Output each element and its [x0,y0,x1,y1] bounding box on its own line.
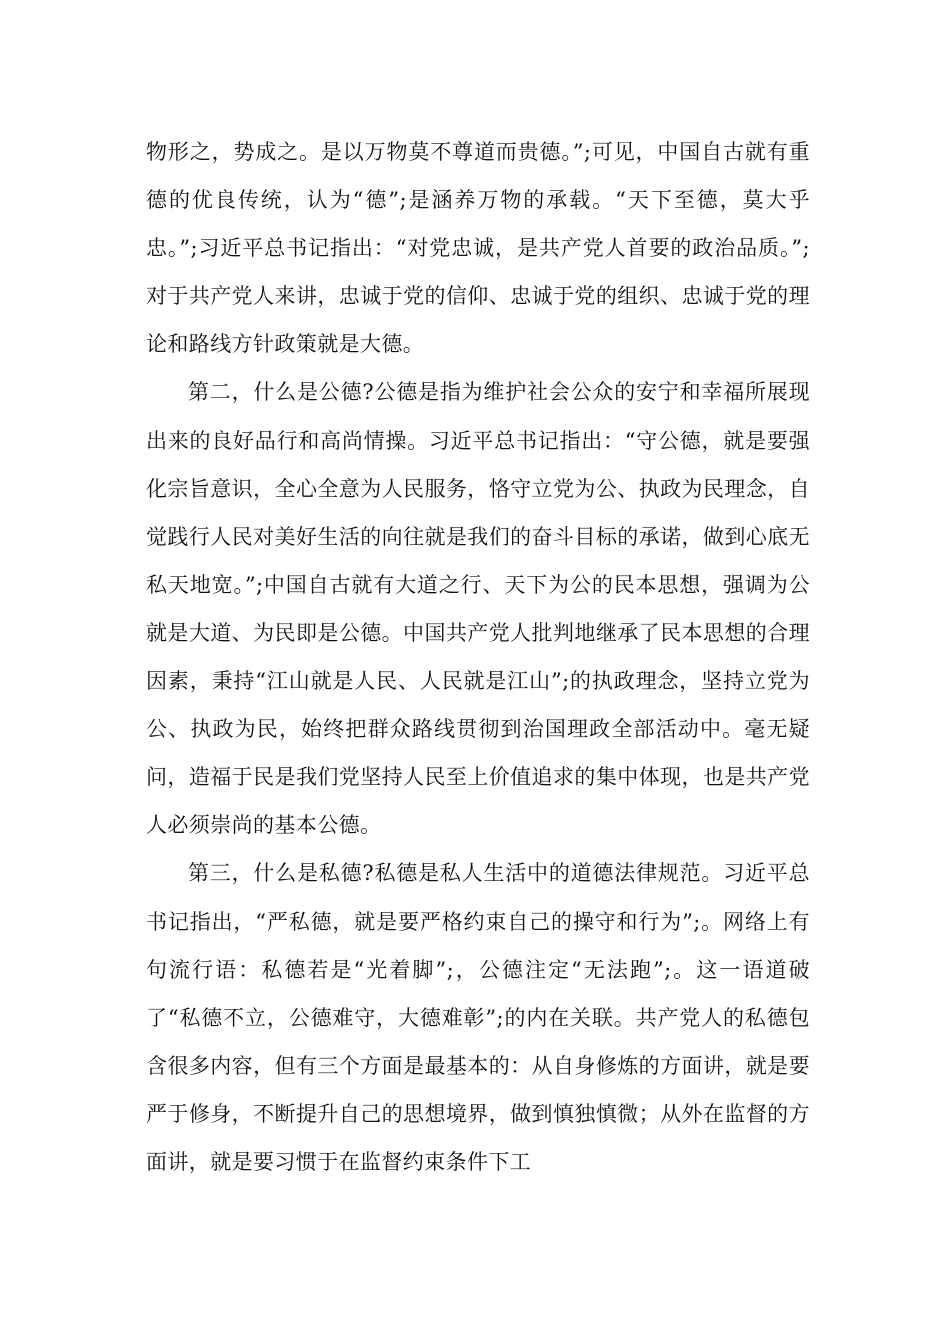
paragraph-great-virtue: 物形之，势成之。是以万物莫不尊道而贵德。”;可见，中国自古就有重德的优良传统，认为“德”;是涵养万物的承载。“天下至德，莫大乎忠。”;习近平总书记指出：“对党忠诚，是共产党人首要的政治品质。”;对于共产党人来讲，忠诚于党的信仰、忠诚于党的组织、忠诚于党的理论和路线方针政策就是大德。 [146,140,810,357]
paragraph-public-virtue: 第二，什么是公德?公德是指为维护社会公众的安宁和幸福所展现出来的良好品行和高尚情操。习近平总书记指出：“守公德，就是要强化宗旨意识，全心全意为人民服务，恪守立党为公、执政为民理念，自觉践行人民对美好生活的向往就是我们的奋斗目标的承诺，做到心底无私天地宽。”;中国自古就有大道之行、天下为公的民本思想，强调为公就是大道、为民即是公德。中国共产党人批判地继承了民本思想的合理因素，秉持“江山就是人民、人民就是江山”;的执政理念，坚持立党为公、执政为民，始终把群众路线贯彻到治国理政全部活动中。毫无疑问，造福于民是我们党坚持人民至上价值追求的集中体现，也是共产党人必须崇尚的基本公德。 [146,380,810,838]
paragraph-private-virtue: 第三，什么是私德?私德是私人生活中的道德法律规范。习近平总书记指出，“严私德，就是要严格约束自己的操守和行为”;。网络上有句流行语：私德若是“光着脚”;，公德注定“无法跑”;。这一语道破了“私德不立，公德难守，大德难彰”;的内在关联。共产党人的私德包含很多内容，但有三个方面是最基本的：从自身修炼的方面讲，就是要严于修身，不断提升自己的思想境界，做到慎独慎微；从外在监督的方面讲，就是要习惯于在监督约束条件下工 [146,861,810,1174]
document-page [146,128,810,1186]
